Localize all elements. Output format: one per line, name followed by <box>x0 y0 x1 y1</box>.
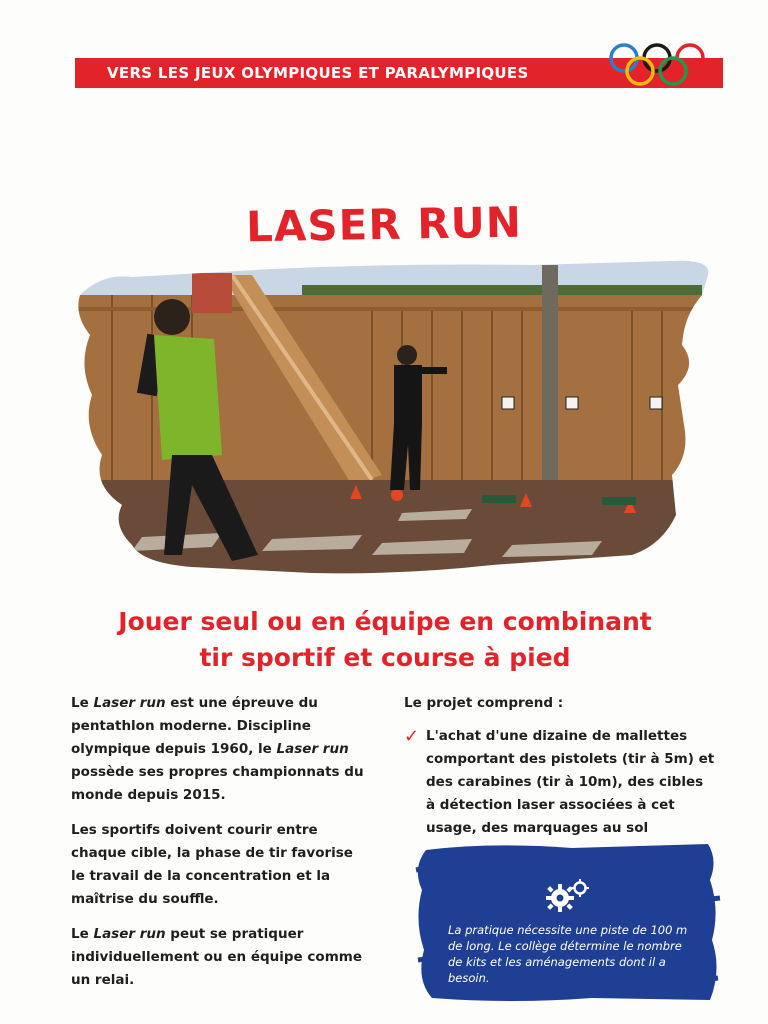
paragraph-team <box>71 923 371 992</box>
banner-text: VERS LES JEUX OLYMPIQUES ET PARALYMPIQUES <box>107 64 529 82</box>
page-title: LASER RUN <box>245 197 523 252</box>
paragraph-intro <box>71 692 371 807</box>
subtitle-line-2: tir sportif et course à pied <box>199 643 571 672</box>
text-segment: Le <box>71 926 94 942</box>
olympic-rings-icon <box>606 40 710 90</box>
text-segment: peut se pratiquer individuellement ou en équipe comme un relai. <box>71 926 362 988</box>
text-segment: Le <box>71 695 94 711</box>
project-item <box>404 725 716 840</box>
subtitle-line-1: Jouer seul ou en équipe en combinant <box>118 607 652 636</box>
text-emphasis: Laser run <box>93 926 166 942</box>
note-text: La pratique nécessite une piste de 100 m de long. Le collège détermine le nombre de kits et les aménagements dont il a besoin. <box>448 923 688 985</box>
right-column <box>404 692 716 840</box>
text-segment: possède ses propres championnats du monde depuis 2015. <box>71 764 364 803</box>
subtitle <box>40 604 730 676</box>
text-segment: est une épreuve du pentathlon moderne. Discipline olympique depuis 1960, le <box>71 695 318 757</box>
text-emphasis: Laser run <box>276 741 349 757</box>
project-item-text: L'achat d'une dizaine de mallettes comportant des pistolets (tir à 5m) et des carabines (tir à 10m), des cibles à détection laser associées à cet usage, des marquages au sol <box>426 728 715 836</box>
project-intro: Le projet comprend : <box>404 695 564 711</box>
info-note <box>412 840 722 1005</box>
text-emphasis: Laser run <box>93 695 166 711</box>
laser-run-photo <box>72 255 717 590</box>
check-icon: ✓ <box>404 726 420 747</box>
gears-icon <box>540 876 600 916</box>
left-column <box>71 692 371 1004</box>
paragraph-sport: Les sportifs doivent courir entre chaque cible, la phase de tir favorise le travail de la concentration et la maîtrise du souffle. <box>71 822 353 907</box>
